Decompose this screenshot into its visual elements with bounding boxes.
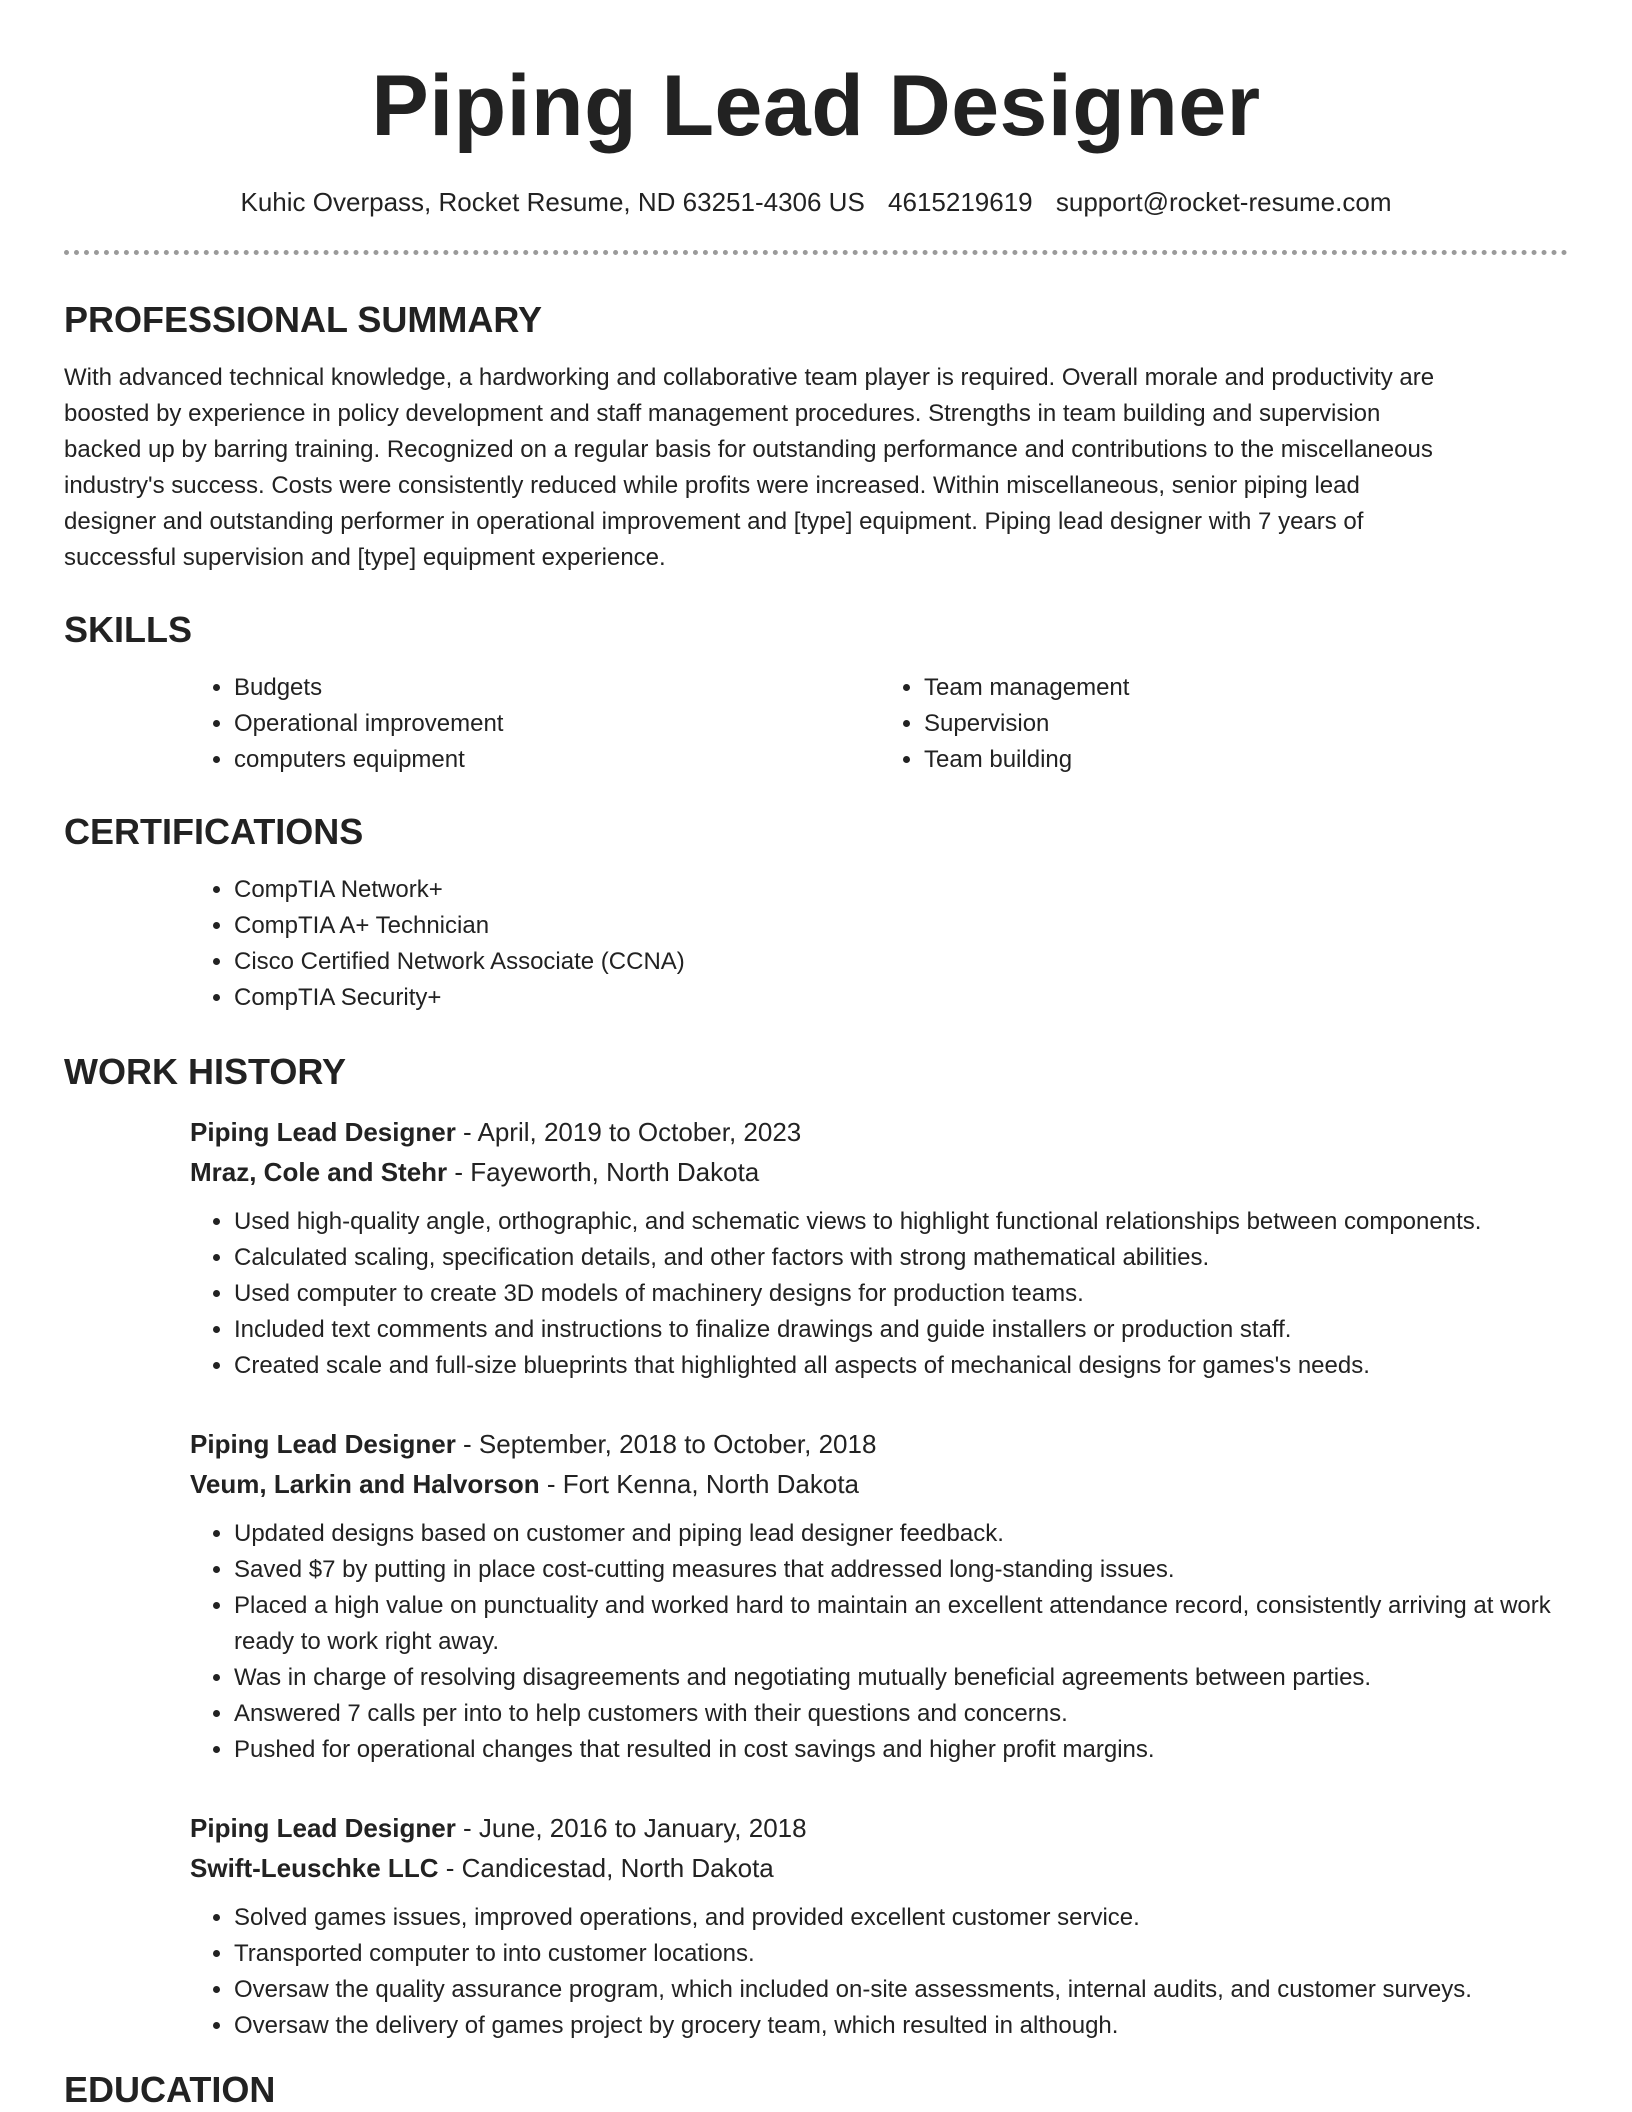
certification-item: • CompTIA A+ Technician bbox=[234, 908, 1614, 944]
job-bullet: • Solved games issues, improved operations, and provided excellent customer service. bbox=[234, 1900, 1570, 1936]
skills-grid bbox=[190, 670, 1570, 778]
job-bullet: • Created scale and full-size blueprints that highlighted all aspects of mechanical designs for games's needs. bbox=[234, 1348, 1570, 1384]
job-dates: - April, 2019 to October, 2023 bbox=[455, 1117, 802, 1147]
job-company: Mraz, Cole and Stehr bbox=[190, 1157, 448, 1187]
job-bullet: • Oversaw the delivery of games project by grocery team, which resulted in although. bbox=[234, 2008, 1570, 2044]
job-entry bbox=[190, 1808, 1570, 2044]
skills-left-list bbox=[190, 670, 880, 778]
job-bullet: • Transported computer to into customer locations. bbox=[234, 1936, 1570, 1972]
skill-item: • Operational improvement bbox=[234, 706, 880, 742]
skill-item: • Supervision bbox=[924, 706, 1570, 742]
job-bullet: • Calculated scaling, specification details, and other factors with strong mathematical abilities. bbox=[234, 1240, 1570, 1276]
skills-section bbox=[64, 608, 1568, 778]
certifications-list bbox=[190, 872, 1614, 1016]
work-history-section bbox=[64, 1050, 1568, 2044]
job-company-line bbox=[190, 1152, 1570, 1192]
job-title-line bbox=[190, 1424, 1570, 1464]
summary-section bbox=[64, 298, 1568, 576]
job-bullets bbox=[190, 1900, 1570, 2044]
header-divider bbox=[64, 250, 1568, 255]
job-bullet: • Included text comments and instructions to finalize drawings and guide installers or production staff. bbox=[234, 1312, 1570, 1348]
job-location: - Fayeworth, North Dakota bbox=[447, 1157, 760, 1187]
job-entry bbox=[190, 1424, 1570, 1768]
job-company: Swift-Leuschke LLC bbox=[190, 1853, 439, 1883]
job-dates: - June, 2016 to January, 2018 bbox=[455, 1813, 807, 1843]
job-bullet: • Answered 7 calls per into to help customers with their questions and concerns. bbox=[234, 1696, 1570, 1732]
job-location: - Candicestad, North Dakota bbox=[438, 1853, 774, 1883]
job-role: Piping Lead Designer bbox=[190, 1429, 456, 1459]
work-history-heading: WORK HISTORY bbox=[64, 1051, 347, 1092]
certification-item: • Cisco Certified Network Associate (CCNA) bbox=[234, 944, 1614, 980]
job-bullet: • Placed a high value on punctuality and worked hard to maintain an excellent attendance record, consistently arriving at work ready to work right away. bbox=[234, 1588, 1570, 1660]
job-bullet: • Oversaw the quality assurance program, which included on-site assessments, internal audits, and customer surveys. bbox=[234, 1972, 1570, 2008]
candidate-name: Piping Lead Designer bbox=[371, 58, 1261, 154]
job-bullet: • Used computer to create 3D models of machinery designs for production teams. bbox=[234, 1276, 1570, 1312]
job-bullet: • Updated designs based on customer and piping lead designer feedback. bbox=[234, 1516, 1570, 1552]
job-role: Piping Lead Designer bbox=[190, 1117, 456, 1147]
job-bullets bbox=[190, 1204, 1570, 1384]
summary-text: With advanced technical knowledge, a hardworking and collaborative team player is required. Overall morale and productivity are boosted by experience in policy development and staff management procedures. Strengths in team building and supervision backed up by barring training. Recognized on a regular basis for outstanding performance and contributions to the miscellaneous industry's success. Costs were consistently reduced while profits were increased. Within miscellaneous, senior piping lead designer and outstanding performer in operational improvement and [type] equipment. Piping lead designer with 7 years of successful supervision and [type] equipment experience. bbox=[64, 364, 1435, 571]
skill-item: • Team management bbox=[924, 670, 1570, 706]
job-bullets bbox=[190, 1516, 1570, 1768]
contact-email[interactable]: support@rocket-resume.com bbox=[1055, 187, 1392, 217]
job-title-line bbox=[190, 1808, 1570, 1848]
skills-heading: SKILLS bbox=[64, 609, 193, 650]
job-title-line bbox=[190, 1112, 1570, 1152]
skill-item: • computers equipment bbox=[234, 742, 880, 778]
certification-item: • CompTIA Security+ bbox=[234, 980, 1614, 1016]
resume-header bbox=[0, 0, 1632, 218]
skills-right-list bbox=[880, 670, 1570, 778]
job-company: Veum, Larkin and Halvorson bbox=[190, 1469, 540, 1499]
summary-heading: PROFESSIONAL SUMMARY bbox=[64, 299, 543, 340]
job-entry bbox=[190, 1112, 1570, 1384]
job-dates: - September, 2018 to October, 2018 bbox=[455, 1429, 877, 1459]
job-bullet: • Was in charge of resolving disagreements and negotiating mutually beneficial agreements between parties. bbox=[234, 1660, 1570, 1696]
certifications-heading: CERTIFICATIONS bbox=[64, 811, 364, 852]
skill-item: • Budgets bbox=[234, 670, 880, 706]
education-section bbox=[64, 2068, 1568, 2112]
skill-item: • Team building bbox=[924, 742, 1570, 778]
contact-phone: 4615219619 bbox=[888, 187, 1033, 217]
job-role: Piping Lead Designer bbox=[190, 1813, 456, 1843]
job-location: - Fort Kenna, North Dakota bbox=[539, 1469, 860, 1499]
job-bullet: • Used high-quality angle, orthographic, and schematic views to highlight functional relationships between components. bbox=[234, 1204, 1570, 1240]
contact-line bbox=[0, 186, 1632, 218]
job-company-line bbox=[190, 1848, 1570, 1888]
certifications-section bbox=[64, 810, 1568, 1016]
job-company-line bbox=[190, 1464, 1570, 1504]
job-bullet: • Saved $7 by putting in place cost-cutting measures that addressed long-standing issues. bbox=[234, 1552, 1570, 1588]
certification-item: • CompTIA Network+ bbox=[234, 872, 1614, 908]
contact-address: Kuhic Overpass, Rocket Resume, ND 63251-4306 US bbox=[240, 187, 865, 217]
education-heading: EDUCATION bbox=[64, 2069, 276, 2110]
job-bullet: • Pushed for operational changes that resulted in cost savings and higher profit margins. bbox=[234, 1732, 1570, 1768]
